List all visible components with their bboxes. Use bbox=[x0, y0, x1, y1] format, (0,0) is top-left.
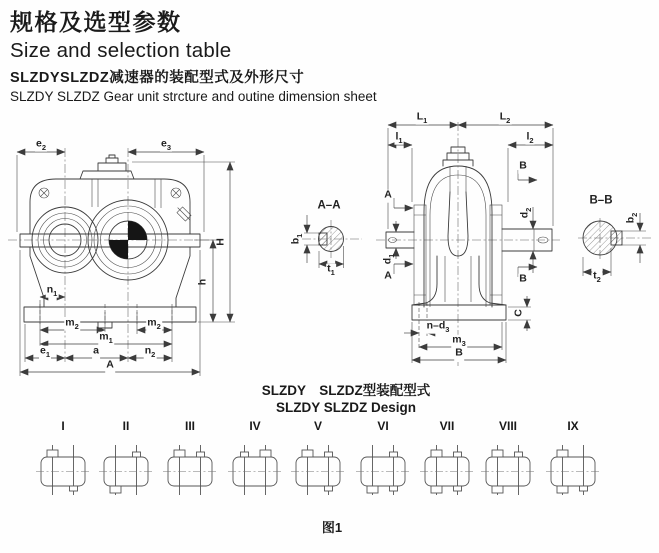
section-bb-drawing bbox=[578, 213, 652, 276]
section-aa-title: A–A bbox=[317, 199, 341, 212]
section-arrow-b-top-label: B bbox=[519, 159, 527, 172]
dim-label-m2-right: $m_2$ bbox=[147, 316, 161, 331]
section-aa-drawing bbox=[302, 215, 362, 268]
design-variant-icon-IX bbox=[545, 441, 601, 499]
dim-label-d1: $d_1$ bbox=[381, 253, 396, 265]
design-variant-icon-I bbox=[35, 441, 91, 499]
design-variant-label-III: III bbox=[184, 419, 196, 433]
design-variant-label-II: II bbox=[122, 419, 130, 433]
dim-label-m3: $m_3$ bbox=[452, 333, 466, 348]
design-variant-icon-III bbox=[162, 441, 218, 499]
page-title-en: Size and selection table bbox=[10, 39, 232, 62]
dim-label-n2: $n_2$ bbox=[144, 344, 156, 359]
subtitle-en: SLZDY SLZDZ Gear unit strcture and outine dimension sheet bbox=[10, 89, 377, 104]
dim-label-l2: $l_2$ bbox=[526, 130, 534, 145]
design-caption-en: SLZDY SLZDZ Design bbox=[275, 400, 416, 415]
dim-label-b2: $b_2$ bbox=[624, 212, 639, 224]
dim-label-n1: $n_1$ bbox=[46, 283, 58, 298]
dim-label-t2: $t_2$ bbox=[593, 269, 601, 284]
design-variant-icon-IV bbox=[227, 441, 283, 499]
dim-label-m1: $m_1$ bbox=[99, 330, 113, 345]
dim-label-e3: $e_3$ bbox=[160, 137, 172, 152]
design-variant-label-V: V bbox=[313, 419, 323, 433]
side-view-drawing bbox=[376, 122, 560, 366]
design-variant-label-IX: IX bbox=[567, 419, 579, 433]
dim-label-H: H bbox=[214, 238, 227, 246]
design-variant-label-I: I bbox=[61, 419, 65, 433]
dim-label-b1: $b_1$ bbox=[289, 233, 304, 245]
dim-label-A: A bbox=[106, 358, 114, 371]
dim-label-nd3: $n-d_3$ bbox=[426, 319, 450, 334]
dim-label-h: h bbox=[196, 278, 209, 286]
figure-label: 图1 bbox=[321, 520, 343, 535]
dim-label-t1: $t_1$ bbox=[327, 262, 335, 277]
page-title-zh: 规格及选型参数 bbox=[10, 9, 182, 35]
dim-label-e1: $e_1$ bbox=[39, 344, 51, 359]
dim-label-e2: $e_2$ bbox=[35, 137, 47, 152]
dim-label-m2-left: $m_2$ bbox=[65, 316, 79, 331]
dim-label-L2: $L_2$ bbox=[499, 110, 511, 125]
design-variant-icon-V bbox=[290, 441, 346, 499]
design-variant-icon-VI bbox=[355, 441, 411, 499]
dim-label-a: a bbox=[93, 344, 99, 357]
design-variant-icon-II bbox=[98, 441, 154, 499]
dim-label-L1: $L_1$ bbox=[416, 110, 428, 125]
design-caption bbox=[236, 379, 456, 415]
design-variant-label-VIII: VIII bbox=[498, 419, 518, 433]
design-variant-label-VII: VII bbox=[439, 419, 455, 433]
section-arrow-a-bottom-label: A bbox=[384, 269, 392, 282]
design-caption-zh: SLZDY SLZDZ型装配型式 bbox=[261, 383, 431, 398]
front-view-drawing bbox=[8, 148, 235, 376]
design-variant-icon-VII bbox=[419, 441, 475, 499]
design-variant-label-VI: VI bbox=[377, 419, 389, 433]
design-variant-icon-VIII bbox=[480, 441, 536, 499]
dim-label-C: C bbox=[512, 309, 525, 317]
dim-label-d2: $d_2$ bbox=[518, 207, 533, 219]
design-variant-label-IV: IV bbox=[249, 419, 261, 433]
dim-label-l1: $l_1$ bbox=[395, 130, 403, 145]
section-arrow-a-top-label: A bbox=[384, 188, 392, 201]
subtitle-zh: SLZDYSLZDZ减速器的装配型式及外形尺寸 bbox=[10, 70, 305, 86]
section-bb-title: B–B bbox=[589, 194, 613, 207]
dim-label-B: B bbox=[455, 346, 463, 359]
section-arrow-b-bottom-label: B bbox=[519, 272, 527, 285]
